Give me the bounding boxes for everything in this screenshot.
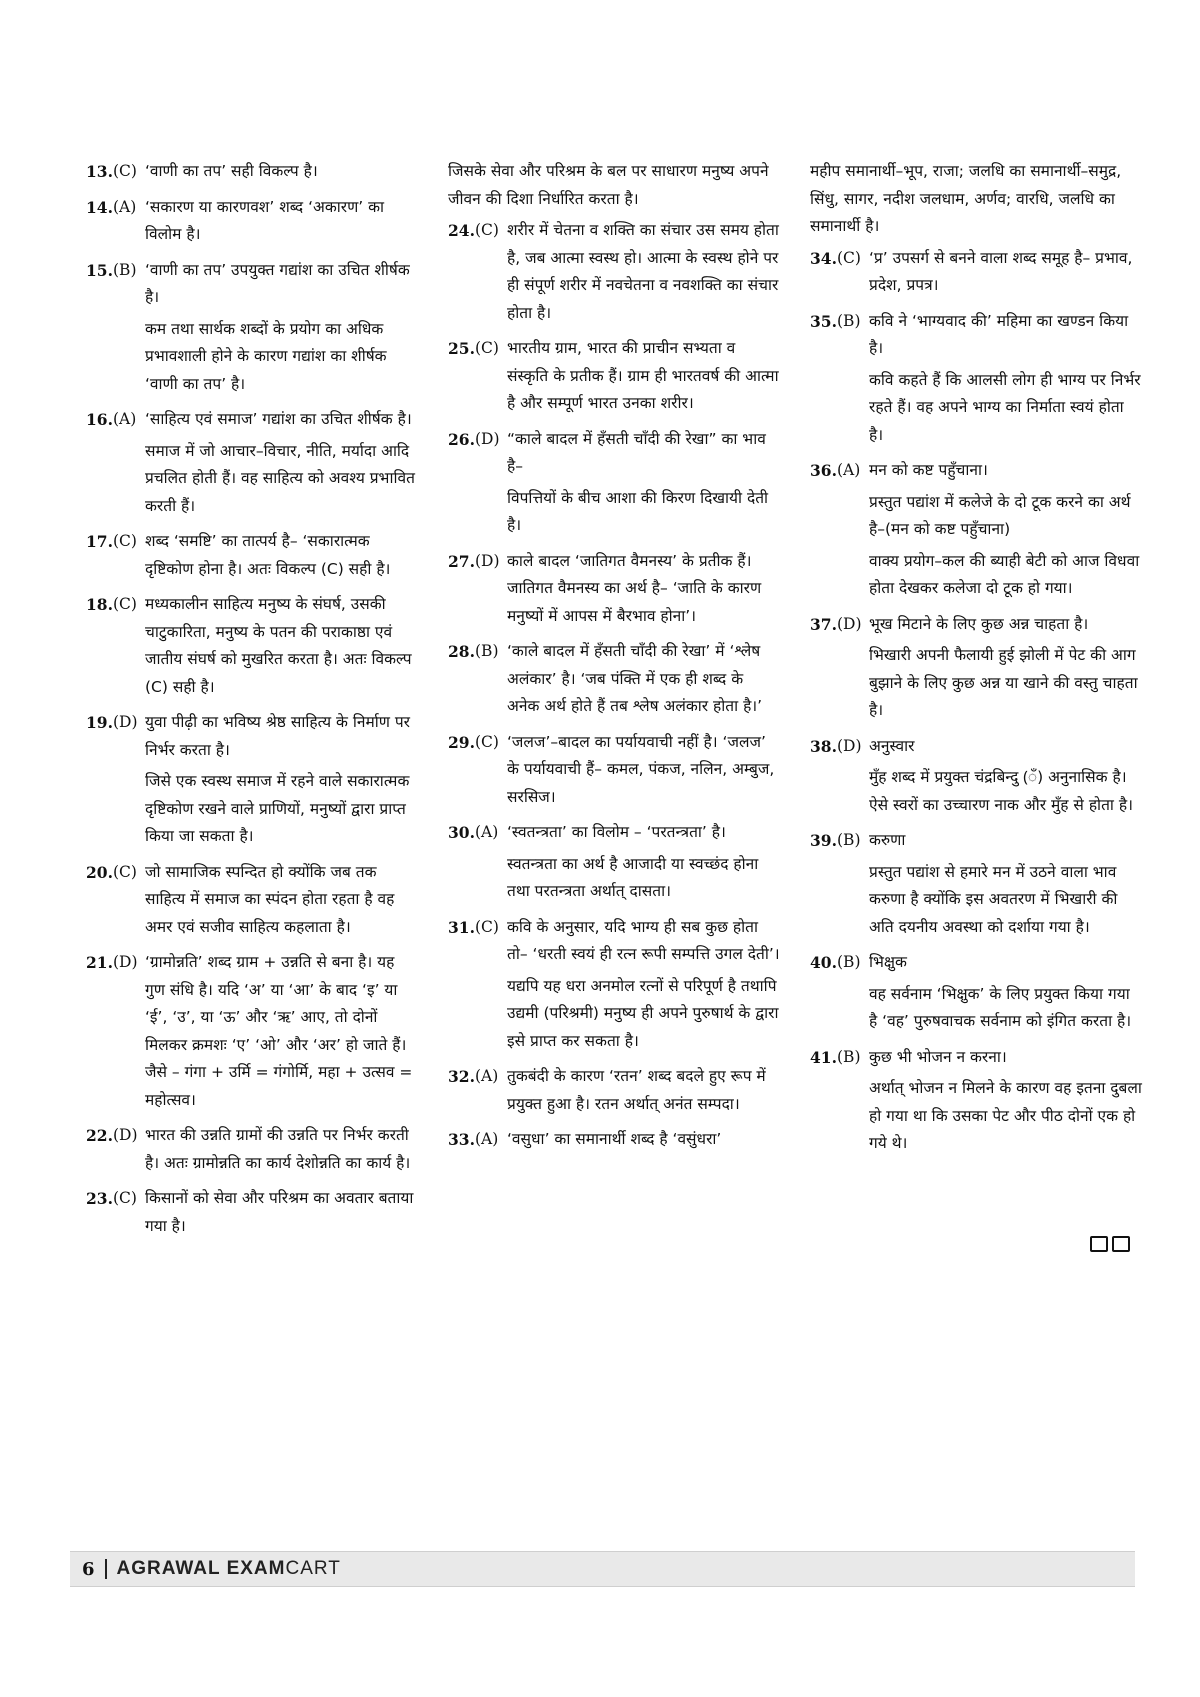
answer-number: 36. [810, 461, 837, 480]
answer-option: (C) [113, 862, 137, 881]
answer-item [86, 257, 418, 403]
answer-explanation [869, 733, 1142, 824]
answer-option: (C) [475, 917, 499, 936]
answer-paragraph: ‘काले बादल में हँसती चाँदी की रेखा’ में ‘श्लेष अलंकार’ है। ‘जब पंक्ति में एक ही शब्द के अनेक अर्थ होते हैं तब श्लेष अलंकार होता है।’ [507, 642, 763, 715]
answer-number: 17. [86, 532, 113, 551]
answer-column-1 [86, 158, 418, 1248]
answer-number: 33. [448, 1130, 475, 1149]
answer-option: (A) [837, 461, 861, 479]
answer-item [810, 245, 1142, 304]
answer-option: (C) [113, 162, 137, 180]
answer-paragraph: भारत की उन्नति ग्रामों की उन्नति पर निर्भर करती है। अतः ग्रामोन्नति का कार्य देशोन्नति का कार्य है। [145, 1126, 411, 1172]
answer-paragraph: समाज में जो आचार–विचार, नीति, मर्यादा आदि प्रचलित होती हैं। वह साहित्य को अवश्य प्रभावित करती हैं। [145, 441, 415, 515]
brand-logo [117, 1558, 341, 1580]
answer-paragraph: स्वतन्त्रता का अर्थ है आजादी या स्वच्छंद होना तथा परतन्त्रता अर्थात् दासता। [507, 854, 759, 900]
answer-paragraph: करुणा [869, 831, 906, 849]
answer-option: (A) [475, 1067, 499, 1085]
answer-option: (A) [475, 1130, 499, 1148]
answer-item [448, 819, 780, 910]
answer-item [810, 733, 1142, 824]
page-footer [70, 1551, 1135, 1587]
answer-item [810, 1044, 1142, 1162]
answer-paragraph: शरीर में चेतना व शक्ति का संचार उस समय होता है, जब आत्मा स्वस्थ हो। आत्मा के स्वस्थ होने पर ही संपूर्ण शरीर में नवचेतना व नवशक्ति का संचार होता है। [507, 221, 779, 322]
answer-option: (D) [113, 713, 138, 731]
answer-item [86, 949, 418, 1118]
answer-explanation [869, 245, 1142, 304]
answer-number: 25. [448, 339, 475, 358]
answer-option: (B) [837, 831, 861, 849]
answer-paragraph: किसानों को सेवा और परिश्रम का अवतार बताया गया है। [145, 1189, 414, 1235]
answer-number: 13. [86, 162, 113, 181]
answer-number: 16. [86, 410, 113, 429]
answer-number: 29. [448, 732, 475, 752]
answer-option: (D) [475, 551, 500, 570]
answer-paragraph: ‘ग्रामोन्नति’ शब्द ग्राम + उन्नति से बना है। यह गुण संधि है। यदि ‘अ’ या ‘आ’ के बाद ‘इ’ या ‘ई’, ‘उ’, या ‘ऊ’ और ‘ऋ’ आए, तो दोनों मिलकर क्रमशः ‘ए’ ‘ओ’ और ‘अर’ हो जाते हैं। जैसे – गंगा + उर्मि = गंगोर्मि, महा + उत्सव = महोत्सव। [145, 953, 413, 1109]
answer-explanation [507, 1126, 780, 1158]
answer-option: (D) [113, 953, 138, 971]
answer-paragraph: ‘प्र’ उपसर्ग से बनने वाला शब्द समूह है– प्रभाव, प्रदेश, प्रपत्र। [869, 248, 1133, 294]
answer-paragraph: शब्द ‘समष्टि’ का तात्पर्य है– ‘सकारात्मक दृष्टिकोण होना है। अतः विकल्प (C) सही है। [145, 532, 391, 578]
end-of-section-icon [1090, 1236, 1130, 1252]
answer-explanation [145, 591, 418, 705]
brand-name-light: CART [285, 1558, 341, 1579]
answer-number: 40. [810, 953, 837, 972]
answer-number: 15. [86, 260, 113, 280]
continued-text: जिसके सेवा और परिश्रम के बल पर साधारण मनुष्य अपने जीवन की दिशा निर्धारित करता है। [448, 162, 769, 208]
answer-paragraph: वाक्य प्रयोग–कल की ब्याही बेटी को आज विधवा होता देखकर कलेजा दो टूक हो गया। [869, 551, 1140, 597]
answer-explanation [145, 257, 418, 403]
answer-item [448, 729, 780, 816]
answer-explanation [507, 426, 780, 544]
answer-number: 37. [810, 614, 837, 634]
answer-number: 35. [810, 311, 837, 331]
answer-number: 26. [448, 429, 475, 449]
answer-item [86, 406, 418, 524]
answer-explanation [869, 611, 1142, 729]
answer-item [448, 335, 780, 422]
answer-explanation [869, 827, 1142, 945]
answer-item [86, 859, 418, 946]
answer-number: 32. [448, 1067, 475, 1086]
answer-item [448, 1063, 780, 1122]
answer-option: (C) [113, 1189, 137, 1207]
answer-option: (C) [113, 532, 137, 550]
answer-item [86, 709, 418, 855]
answer-number: 24. [448, 221, 475, 240]
answer-explanation [507, 217, 780, 331]
answer-option: (D) [475, 429, 500, 448]
answer-paragraph: ‘साहित्य एवं समाज’ गद्यांश का उचित शीर्षक है। [145, 410, 412, 428]
answer-explanation [145, 158, 418, 190]
answer-option: (B) [475, 642, 499, 660]
answer-paragraph: भिक्षुक [869, 953, 907, 971]
answer-paragraph: कम तथा सार्थक शब्दों के प्रयोग का अधिक प्रभावशाली होने के कारण गद्यांश का शीर्षक ‘वाणी का तप’ है। [145, 319, 387, 393]
answer-item [448, 217, 780, 331]
answer-item [810, 308, 1142, 454]
answer-option: (C) [837, 248, 861, 267]
answer-item [448, 426, 780, 544]
answer-paragraph: तुकबंदी के कारण ‘रतन’ शब्द बदले हुए रूप में प्रयुक्त हुआ है। रतन अर्थात् अनंत सम्पदा। [507, 1067, 766, 1113]
answer-paragraph: “काले बादल में हँसती चाँदी की रेखा” का भाव है– [507, 429, 766, 475]
answer-option: (C) [475, 732, 499, 751]
answer-paragraph: वह सर्वनाम ‘भिक्षुक’ के लिए प्रयुक्त किया गया है ‘वह’ पुरुषवाचक सर्वनाम को इंगित करता है। [869, 984, 1132, 1030]
answer-option: (D) [113, 1126, 138, 1144]
answer-explanation [145, 949, 418, 1118]
answer-explanation [507, 729, 780, 816]
answer-option: (C) [113, 595, 137, 613]
answer-paragraph: भिखारी अपनी फैलायी हुई झोली में पेट की आग बुझाने के लिए कुछ अन्न या खाने की वस्तु चाहता है। [869, 646, 1138, 719]
answer-number: 41. [810, 1047, 837, 1067]
answer-explanation [145, 1185, 418, 1244]
answer-paragraph: मुँह शब्द में प्रयुक्त चंद्रबिन्दु (ँ) अनुनासिक है। ऐसे स्वरों का उच्चारण नाक और मुँह से होता है। [869, 768, 1133, 814]
answer-number: 14. [86, 197, 113, 217]
answer-option: (B) [837, 953, 861, 971]
answer-column-2 [448, 158, 780, 1162]
answer-explanation [507, 914, 780, 1060]
answer-paragraph: ‘वसुधा’ का समानार्थी शब्द है ‘वसुंधरा’ [507, 1130, 722, 1148]
answer-explanation [869, 457, 1142, 607]
answer-paragraph: भारतीय ग्राम, भारत की प्राचीन सभ्यता व संस्कृति के प्रतीक हैं। ग्राम ही भारतवर्ष की आत्मा है और सम्पूर्ण भारत उनका शरीर। [507, 339, 779, 412]
answer-item [448, 1126, 780, 1158]
footer-divider [105, 1559, 107, 1579]
answer-paragraph: कवि के अनुसार, यदि भाग्य ही सब कुछ होता तो– ‘धरती स्वयं ही रत्न रूपी सम्पत्ति उगल देती’। [507, 917, 780, 963]
answer-paragraph: अनुस्वार [869, 736, 915, 755]
answer-explanation [507, 638, 780, 725]
answer-explanation [145, 709, 418, 855]
answer-number: 18. [86, 595, 113, 614]
answer-paragraph: ‘जलज’–बादल का पर्यायवाची नहीं है। ‘जलज’ के पर्यायवाची हैं– कमल, पंकज, नलिन, अम्बुज, सरसिज। [507, 732, 775, 806]
answer-explanation [869, 1044, 1142, 1162]
answer-option: (B) [837, 1047, 861, 1066]
answer-item [86, 1185, 418, 1244]
answer-item [810, 457, 1142, 607]
answer-number: 22. [86, 1126, 113, 1145]
answer-paragraph: जिसे एक स्वस्थ समाज में रहने वाले सकारात्मक दृष्टिकोण रखने वाले प्राणियों, मनुष्यों द्वारा प्राप्त किया जा सकता है। [145, 772, 410, 845]
answer-paragraph: कवि ने ‘भाग्यवाद की’ महिमा का खण्डन किया है। [869, 311, 1129, 357]
answer-number: 21. [86, 953, 113, 972]
answer-paragraph: जो सामाजिक स्पन्दित हो क्योंकि जब तक साहित्य में समाज का स्पंदन होता रहता है वह अमर एवं सजीव साहित्य कहलाता है। [145, 862, 395, 936]
answer-number: 31. [448, 917, 475, 937]
answer-option: (D) [837, 614, 862, 633]
answer-paragraph: ‘वाणी का तप’ सही विकल्प है। [145, 162, 318, 180]
answer-number: 30. [448, 823, 475, 842]
answer-number: 39. [810, 831, 837, 850]
answer-explanation [145, 528, 418, 587]
answer-option: (C) [475, 339, 499, 357]
answer-paragraph: ‘स्वतन्त्रता’ का विलोम – ‘परतन्त्रता’ है। [507, 823, 726, 841]
answer-number: 38. [810, 736, 837, 756]
answer-number: 27. [448, 551, 475, 571]
answer-paragraph: प्रस्तुत पद्यांश में कलेजे के दो टूक करने का अर्थ है–(मन को कष्ट पहुँचाना) [869, 492, 1131, 538]
answer-paragraph: कवि कहते हैं कि आलसी लोग ही भाग्य पर निर्भर रहते हैं। वह अपने भाग्य का निर्माता स्वयं होता है। [869, 370, 1141, 444]
continued-text: महीप समानार्थी–भूप, राजा; जलधि का समानार्थी–समुद्र, सिंधु, सागर, नदीश जलधाम, अर्णव; वारधि, जलधि का समानार्थी है। [810, 162, 1122, 235]
answer-item [448, 548, 780, 635]
answer-item [86, 194, 418, 253]
answer-paragraph: भूख मिटाने के लिए कुछ अन्न चाहता है। [869, 614, 1089, 633]
answer-explanation [507, 819, 780, 910]
answer-explanation [145, 406, 418, 524]
answer-explanation [145, 194, 418, 253]
answer-number: 19. [86, 713, 113, 732]
answer-option: (B) [837, 311, 861, 330]
answer-option: (A) [113, 197, 137, 216]
answer-item [86, 158, 418, 190]
answer-option: (B) [113, 260, 137, 279]
answer-paragraph: युवा पीढ़ी का भविष्य श्रेष्ठ साहित्य के निर्माण पर निर्भर करता है। [145, 713, 411, 759]
answer-option: (A) [475, 823, 499, 841]
answer-paragraph: ‘सकारण या कारणवश’ शब्द ‘अकारण’ का विलोम है। [145, 197, 385, 243]
answer-paragraph: यद्यपि यह धरा अनमोल रत्नों से परिपूर्ण है तथापि उद्यमी (परिश्रमी) मनुष्य ही अपने पुरुषार्थ के द्वारा इसे प्राप्त कर सकता है। [507, 976, 779, 1050]
answer-item [810, 827, 1142, 945]
answer-paragraph: कुछ भी भोजन न करना। [869, 1047, 1007, 1066]
answer-item [86, 1122, 418, 1181]
answer-paragraph: विपत्तियों के बीच आशा की किरण दिखायी देती है। [507, 488, 769, 534]
answer-paragraph: मन को कष्ट पहुँचाना। [869, 461, 988, 479]
answer-explanation [869, 949, 1142, 1040]
answer-item [86, 528, 418, 587]
answer-column-3 [810, 158, 1142, 1166]
answer-paragraph: ‘वाणी का तप’ उपयुक्त गद्यांश का उचित शीर्षक है। [145, 260, 410, 306]
answer-paragraph: प्रस्तुत पद्यांश से हमारे मन में उठने वाला भाव करुणा है क्योंकि इस अवतरण में भिखारी की अति दयनीय अवस्था को दर्शाया गया है। [869, 862, 1118, 936]
answer-explanation [507, 548, 780, 635]
answer-explanation [145, 859, 418, 946]
answer-option: (C) [475, 221, 499, 239]
answer-number: 34. [810, 248, 837, 268]
answer-explanation [507, 335, 780, 422]
answer-number: 20. [86, 862, 113, 882]
answer-option: (A) [113, 410, 137, 428]
answer-paragraph: काले बादल ‘जातिगत वैमनस्य’ के प्रतीक हैं। जातिगत वैमनस्य का अर्थ है– ‘जाति के कारण मनुष्यों में आपस में बैरभाव होना’। [507, 551, 762, 625]
answer-paragraph: अर्थात् भोजन न मिलने के कारण वह इतना दुबला हो गया था कि उसका पेट और पीठ दोनों एक हो गये थे। [869, 1079, 1142, 1152]
answer-explanation [507, 1063, 780, 1122]
answer-item [810, 949, 1142, 1040]
page-number: 6 [82, 1558, 95, 1580]
brand-name-bold: AGRAWAL EXAM [116, 1558, 286, 1579]
answer-item [86, 591, 418, 705]
answer-item [448, 914, 780, 1060]
answer-option: (D) [837, 736, 862, 755]
answer-number: 28. [448, 642, 475, 661]
answer-item [448, 638, 780, 725]
answer-explanation [145, 1122, 418, 1181]
answer-explanation [869, 308, 1142, 454]
answer-item [810, 611, 1142, 729]
answer-paragraph: मध्यकालीन साहित्य मनुष्य के संघर्ष, उसकी चाटुकारिता, मनुष्य के पतन की पराकाष्ठा एवं जातीय संघर्ष को मुखरित करता है। अतः विकल्प (C) सही है। [145, 595, 412, 696]
answer-number: 23. [86, 1189, 113, 1208]
